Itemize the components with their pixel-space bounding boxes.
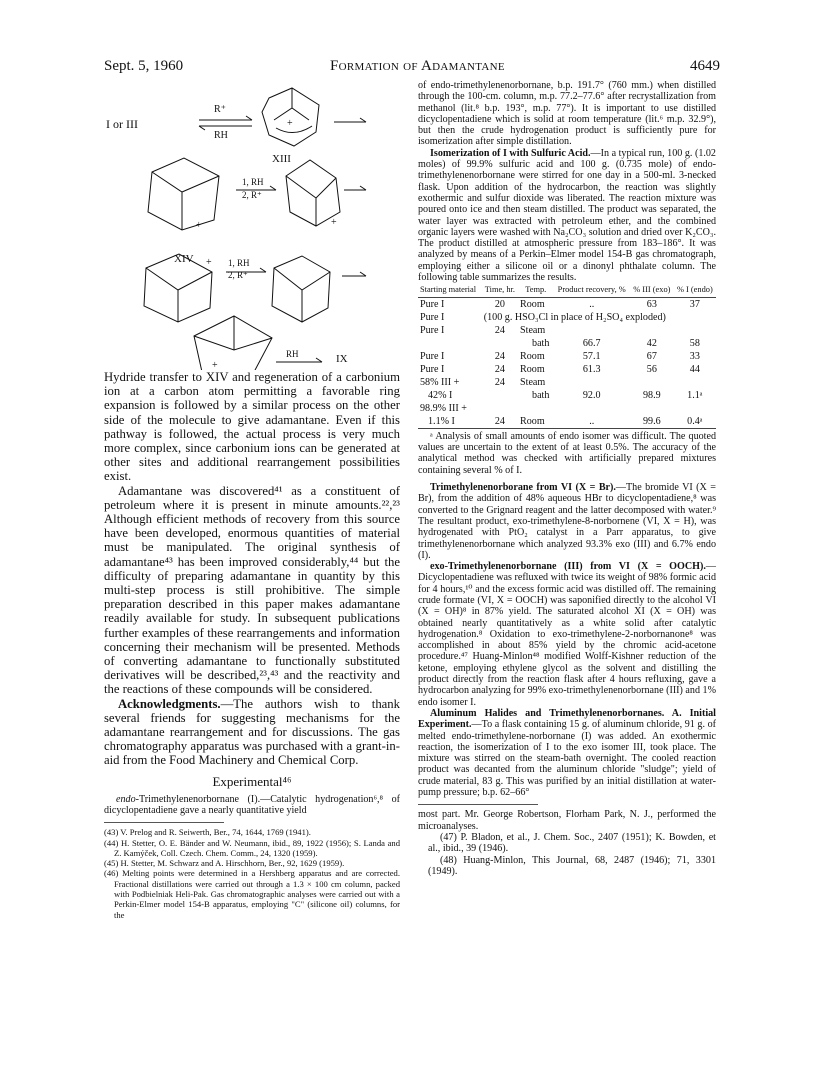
isomerization-results-table (418, 285, 716, 429)
table-cell: Pure I (420, 350, 445, 362)
table-cell: Room (520, 415, 545, 427)
table-cell: .. (589, 415, 595, 427)
table-cell: bath (532, 389, 550, 401)
table-row (418, 350, 716, 363)
table-cell: 1.1ᵃ (687, 389, 703, 401)
table-cell: 33 (689, 350, 700, 362)
arrow-5 (342, 272, 366, 276)
trimethylene-br-section (418, 482, 716, 561)
table-cell: 58% III + (420, 376, 460, 388)
table-cell: 24 (494, 324, 505, 336)
table-cell: Pure I (420, 363, 445, 375)
forward-arrow (199, 116, 252, 120)
table-cell: 61.3 (582, 363, 601, 375)
acknowledgments-text: —The authors wish to thank several friends for suggesting mechanisms for the adamantane rearrangement and for discussions. The gas chromatography apparatus was purchased with a grant-in-aid from the Food Machinery and Chemical Corp. (104, 696, 400, 768)
table-cell: 98.9% III + (420, 402, 467, 414)
exo-ooch-heading: exo-Trimethylenenorbornane (III) from VI (X = OOCH). (430, 561, 706, 573)
charge-plus-5: + (212, 360, 218, 370)
right-column (418, 80, 716, 877)
isomerization-section (418, 148, 716, 284)
table-cell: bath (532, 337, 550, 349)
table-cell: Room (520, 363, 545, 375)
exo-ooch-text: —Dicyclopentadiene was refluxed with twice its weight of 98% formic acid for 4 hours,¹⁰ and the excess formic acid was distilled off. The remaining crude formate (VI, X = OOCH) was saponified directly to the alcohol VI (X = OH)⁸ in 87% yield. The saturated alcohol XI (X = OH) was obtained nearly quantitatively as a white solid after catalytic hydrogenation.⁸ Oxidation to exo-trimethylene-2-norbornanone⁸ was accomplished in about 85% yield by the chromic acid-acetone procedure.⁴⁷ Huang-Minlon⁴⁸ modified Wolff-Kishner reduction of the ketone, employing ethylene glycol as the solvent and distilling the product directly from the reaction flask after 4 hours refluxing, gave a hydrocarbon analyzing for 99% exo-trimethylenenorbornane (III) and 1% endo isomer I. (418, 561, 716, 708)
table-cell: 20 (494, 298, 505, 310)
scheme-start-label: I or III (106, 117, 138, 131)
col-recovery: Product recovery, % (553, 285, 629, 297)
table-row (418, 363, 716, 376)
charge-plus-4: + (206, 257, 212, 268)
footnote-divider-right (418, 804, 538, 805)
experimental-prefix: endo (116, 793, 136, 805)
table-cell: Pure I (420, 311, 445, 323)
table-cell: Room (520, 298, 545, 310)
structure-xiii (262, 88, 319, 146)
running-date: Sept. 5, 1960 (104, 58, 184, 74)
table-row (418, 415, 716, 429)
table-cell: 24 (494, 350, 505, 362)
scheme-step1-a: 1, RH (242, 177, 264, 187)
table-row (418, 297, 716, 311)
table-row (418, 311, 716, 324)
left-column (104, 370, 400, 920)
table-cell: 58 (689, 337, 700, 349)
charge-plus-2: + (196, 220, 202, 231)
scheme-step2-a: 2, R⁺ (242, 190, 262, 200)
table-cell: 99.6 (642, 415, 661, 427)
experimental-heading: Experimental⁴⁶ (212, 773, 292, 789)
page-number: 4649 (690, 58, 720, 74)
footnote-46: (46) Melting points were determined in a Hershberg apparatus and are corrected. Fractional distillations were carried out through a 1.3 × 100 cm column, packed with Podbielniak Heli-Pak. Gas chromatographic analyses were carried out with a Perkin-Elmer model 154-B apparatus, employing "C" (silicone oil) columns, for the (104, 868, 400, 920)
trimethylene-br-text: —The bromide VI (X = Br), from the addition of 48% aqueous HBr to dicyclopentadiene,⁸ was converted to the Grignard reagent and the latter decomposed with water.⁹ The resultant product, exo-trimethylene-8-norbornene (VI, X = H), was hydrogenated with PtO₂ catalyst in a Parr apparatus, to give trimethylenenorbornane which analyzed 93.3% exo (III) and 6.7% endo (I). (418, 482, 716, 561)
exo-ooch-section (418, 561, 716, 708)
scheme-rplus-label: R⁺ (214, 104, 226, 115)
reaction-scheme (104, 80, 404, 370)
experimental-intro-text: —Catalytic hydrogenation⁶,⁸ of dicyclopentadiene gave a nearly quantitative yield (104, 793, 400, 816)
scheme-xiv-label: XIV (174, 253, 194, 265)
table-cell: 67 (646, 350, 657, 362)
aluminum-halides-section (418, 708, 716, 798)
acknowledgments (104, 697, 400, 768)
table-cell: Pure I (420, 298, 445, 310)
table-cell: 42 (646, 337, 657, 349)
arrow-1 (334, 118, 366, 122)
scheme-ix-label: IX (336, 353, 348, 365)
table-cell: 66.7 (582, 337, 601, 349)
arrow-3 (344, 186, 366, 190)
table-cell: 42% I (428, 389, 453, 401)
table-cell: 98.9 (642, 389, 661, 401)
acknowledgments-heading: Acknowledgments. (118, 696, 221, 711)
table-cell: Room (520, 350, 545, 362)
aluminum-halides-heading: Aluminum Halides and Trimethylenenorbornanes. A. Initial Experiment. (418, 707, 716, 731)
table-cell: 1.1% I (428, 415, 455, 427)
col-temp: Temp. (518, 285, 553, 297)
table-row (418, 324, 716, 337)
table-cell: Steam (520, 324, 546, 336)
table-header-row (418, 285, 716, 297)
footnote-46-continued: most part. Mr. George Robertson, Florham Park, N. J., performed the microanalyses. (418, 809, 716, 832)
charge-plus-1: + (287, 118, 293, 129)
scheme-step2-b: 2, R⁺ (228, 270, 248, 280)
col-starting-material: Starting material (418, 285, 482, 297)
footnote-45: (45) H. Stetter, M. Schwarz and A. Hirschhorn, Ber., 92, 1629 (1959). (104, 858, 345, 869)
table-cell: 57.1 (582, 350, 601, 362)
table-cell: .. (589, 298, 595, 310)
scheme-xiii-label: XIII (272, 153, 291, 165)
table-cell: 24 (494, 363, 505, 375)
table-row (418, 402, 716, 415)
table-cell: Steam (520, 376, 546, 388)
table-cell: 44 (689, 363, 700, 375)
aluminum-halides-text: —To a flask containing 15 g. of aluminum chloride, 91 g. of melted endo-trimethylene-norbornane (I) was added. An exothermic reaction, the isomerization of I to the exo isomer III, took place. The mixture was stirred on the steam-bath overnight. The cooled reaction product was decanted from the aluminum chloride "sludge"; yield of crude material, 83 g. This was purified by an initial distillation at water-pump pressure; b.p. 62–66° (418, 719, 716, 799)
footnote-divider (104, 822, 224, 823)
col-percent-endo: % I (endo) (674, 285, 716, 297)
table-cell: 37 (689, 298, 700, 310)
footnote-43: (43) V. Prelog and R. Seiwerth, Ber., 74, 1644, 1769 (1941). (104, 827, 311, 838)
col-time: Time, hr. (482, 285, 518, 297)
table-cell: (100 g. HSO₃Cl in place of H₂SO₄ exploded) (483, 311, 666, 323)
table-cell: 24 (494, 415, 505, 427)
table-row (418, 337, 716, 350)
scheme-step1-b: 1, RH (228, 258, 250, 268)
running-title: Formation of Adamantane (330, 58, 505, 74)
scheme-rh-final: RH (286, 349, 299, 359)
table-row (418, 389, 716, 402)
col-percent-exo: % III (exo) (630, 285, 674, 297)
arrow-6 (276, 358, 322, 362)
structure-left-row2 (148, 158, 219, 230)
table-cell: 63 (646, 298, 657, 310)
table-cell: 24 (494, 376, 505, 388)
table-cell: 0.4ᵃ (687, 415, 703, 427)
table-footnote: ᵃ Analysis of small amounts of endo isomer was difficult. The quoted values are uncertain to the extent of at least 0.5%. The accuracy of the analytical method was checked with artificially prepared mixtures containing several % of I. (418, 430, 716, 476)
scheme-rh-label: RH (214, 130, 228, 141)
experimental-compound-title: -Trimethylenenorbornane (I). (135, 793, 261, 805)
isomerization-text: —In a typical run, 100 g. (1.02 moles) of 99.9% sulfuric acid and 100 g. (0.735 mole) of endo-trimethylenenorbornane were stirred for one day in a 500-ml. 3-necked flask. Upon addition of the hydrocarbon, the reaction was slightly exothermic and sulfur dioxide was liberated. The reaction mixture was poured onto ice and then steam distilled. The product was separated, the water layer was extracted with petroleum ether, and the combined organic layers were washed with Na₂CO₃ solution and dried over K₂CO₃. The product distilled at atmospheric pressure from 183–186°. It was analyzed by means of a Perkin–Elmer model 154-B gas chromatograph, employing either a silicone oil or a dinonyl phthalate column. The following table summarizes the results. (418, 147, 716, 284)
structure-row3-right (272, 256, 330, 322)
table-cell: Pure I (420, 324, 445, 336)
isomerization-heading: Isomerization of I with Sulfuric Acid. (430, 147, 591, 159)
experimental-intro (104, 794, 400, 817)
paragraph-endo-properties: of endo-trimethylenenorbornane, b.p. 191.7° (760 mm.) when distilled through the 100-cm. column, m.p. 77.2–77.6° after recrystallization from methanol (lit.⁸ b.p. 193°, m.p. 77°). It is important to use distilled dicyclopentadiene which is solid at room temperature (lit.⁶ m.p. 32.9°), but then the crude hydrogenation product is sufficiently pure for isomerization after simple distillation. (418, 80, 716, 148)
paragraph-adamantane-discovery: Adamantane was discovered⁴¹ as a constituent of petroleum where it is present in minute amounts.²²,²³ Although efficient methods of recovery from this source have been developed, enormous quantities of material must be manipulated. The original synthesis of adamantane⁴³ has been improved considerably,⁴⁴ but the difficulty of preparing adamantane in quantity by this multi-step process is still prohibitive. The simple preparation described in this paper makes adamantane readily available for study. In subsequent publications further examples of these rearrangements and information concerning their mechanism will be presented. Methods of converting adamantane to functionally substituted derivatives will be described,²³,⁴³ and the reactivity and the reactions of these compounds will be considered. (104, 483, 400, 697)
structure-row4 (194, 316, 272, 370)
trimethylene-br-heading: Trimethylenenorborane from VI (X = Br). (430, 482, 616, 494)
footnote-44: (44) H. Stetter, O. E. Bänder and W. Neumann, ibid., 89, 1922 (1956); S. Landa and Z. Kamýček, Coll. Czech. Chem. Comm., 24, 1320 (1959). (104, 837, 400, 858)
paragraph-hydride-transfer: Hydride transfer to XIV and regeneration of a carbonium ion at a carbon atom permitting a favorable ring expansion is followed by a similar process on the other side of the molecule to give adamantane. Even if this pathway is followed, the actual process is very much more complex, since carbonium ions can be generated at other sites and additional rearrangement possibilities exist. (104, 370, 400, 484)
table-cell: 92.0 (582, 389, 601, 401)
table-cell: 56 (646, 363, 657, 375)
table-row (418, 376, 716, 389)
footnote-47: (47) P. Bladon, et al., J. Chem. Soc., 2407 (1951); K. Bowden, et al., ibid., 39 (1946). (428, 831, 716, 855)
footnote-48: (48) Huang-Minlon, This Journal, 68, 2487 (1946); 71, 3301 (1949). (428, 854, 716, 877)
charge-plus-3: + (331, 217, 337, 228)
